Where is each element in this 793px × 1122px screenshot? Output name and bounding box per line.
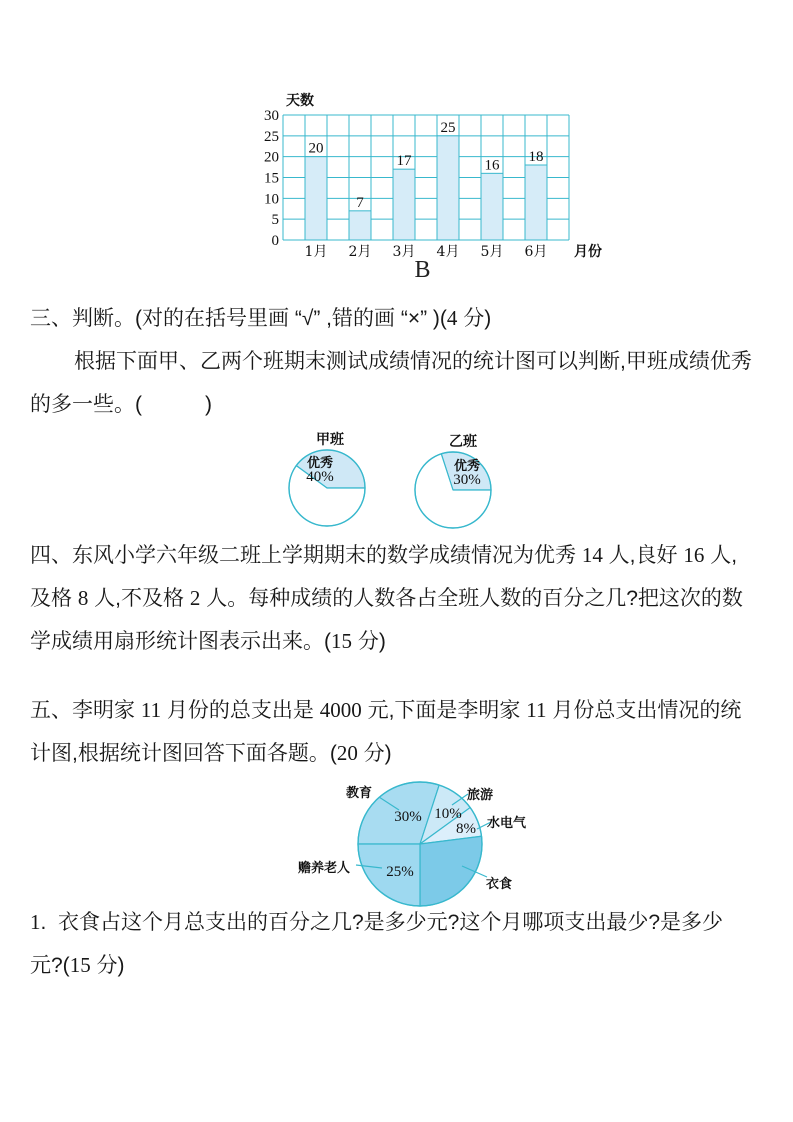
section-five: [30, 689, 770, 775]
section-four-line-1: 四、东风小学六年级二班上学期期末的数学成绩情况为优秀 14 人,良好 16 人,: [30, 543, 738, 567]
bar-value-label: 20: [308, 140, 324, 157]
question-1: [30, 901, 770, 987]
bar: [481, 173, 503, 240]
section-three-body-2: 的多一些。( ): [30, 393, 212, 416]
expense-label-travel: 旅游: [467, 788, 494, 803]
class-a-slice-percent: 40%: [306, 469, 334, 485]
section-five-line-1: 五、李明家 11 月份的总支出是 4000 元,下面是李明家 11 月份总支出情况的统: [30, 698, 742, 722]
question-1-line-2: 元?(15 分): [30, 953, 125, 977]
section-four-line-3: 学成绩用扇形统计图表示出来。(15 分): [30, 629, 386, 653]
expense-percent-elderly: 25%: [386, 864, 414, 880]
expense-label-utilities: 水电气: [487, 816, 527, 831]
question-1-line-1: 1. 衣食占这个月总支出的百分之几?是多少元?这个月哪项支出最少?是多少: [30, 910, 724, 934]
class-b-slice-percent: 30%: [453, 472, 481, 488]
class-b-pie-title: 乙班: [449, 434, 477, 450]
x-category-label: 2月: [348, 244, 372, 260]
section-three-heading: 三、判断。(对的在括号里画 “√” ,错的画 “×” )(4 分): [30, 306, 492, 330]
section-four-line-2: 及格 8 人,不及格 2 人。每种成绩的人数各占全班人数的百分之几?把这次的数: [30, 586, 743, 610]
expense-percent-education: 30%: [394, 809, 422, 825]
y-tick-label: 5: [271, 212, 279, 229]
class-a-slice-label: 优秀: [306, 456, 333, 471]
expense-pie: [290, 773, 540, 918]
expense-percent-utilities: 8%: [456, 821, 476, 837]
section-five-line-2: 计图,根据统计图回答下面各题。(20 分): [30, 741, 392, 765]
class-b-slice-label: 优秀: [453, 459, 480, 474]
x-category-label: 5月: [480, 244, 504, 260]
section-three: [30, 297, 770, 426]
bar-value-label: 18: [528, 149, 544, 165]
y-axis-label: 天数: [286, 93, 314, 109]
bar: [525, 165, 547, 240]
x-category-label: 1月: [304, 244, 328, 260]
expense-label-food: 衣食: [486, 877, 513, 892]
x-category-label: 6月: [524, 244, 548, 260]
y-tick-label: 25: [264, 128, 279, 145]
section-three-body-1: 根据下面甲、乙两个班期末测试成绩情况的统计图可以判断,甲班成绩优秀: [74, 350, 752, 373]
expense-label-education: 教育: [346, 786, 373, 801]
bar-value-label: 16: [484, 157, 500, 174]
expense-label-elderly: 赡养老人: [298, 861, 351, 876]
bar-chart-body: [283, 115, 569, 240]
bar: [349, 211, 371, 240]
bar-chart-svg: [250, 88, 670, 260]
expense-pie-svg: [290, 773, 540, 918]
bar: [437, 136, 459, 240]
bar-value-label: 17: [396, 153, 412, 170]
y-tick-label: 15: [264, 170, 279, 187]
y-tick-label: 30: [264, 108, 279, 124]
class-a-pie-title: 甲班: [316, 432, 344, 448]
bar: [393, 169, 415, 240]
bar-value-label: 7: [356, 194, 364, 211]
y-tick-label: 10: [264, 191, 279, 208]
y-tick-label: 20: [264, 149, 279, 166]
bar-chart-caption: B: [414, 257, 431, 283]
x-category-label: 4月: [436, 244, 460, 260]
expense-percent-travel: 10%: [434, 806, 462, 822]
pie-slices: [358, 782, 482, 906]
x-category-label: 3月: [392, 244, 416, 260]
x-axis-label: 月份: [574, 244, 602, 260]
y-tick-label: 0: [271, 233, 279, 249]
bar-chart-b: [250, 88, 670, 260]
bar: [305, 157, 327, 240]
class-pies: [270, 426, 560, 548]
bar-value-label: 25: [440, 119, 456, 136]
section-four: [30, 534, 770, 663]
